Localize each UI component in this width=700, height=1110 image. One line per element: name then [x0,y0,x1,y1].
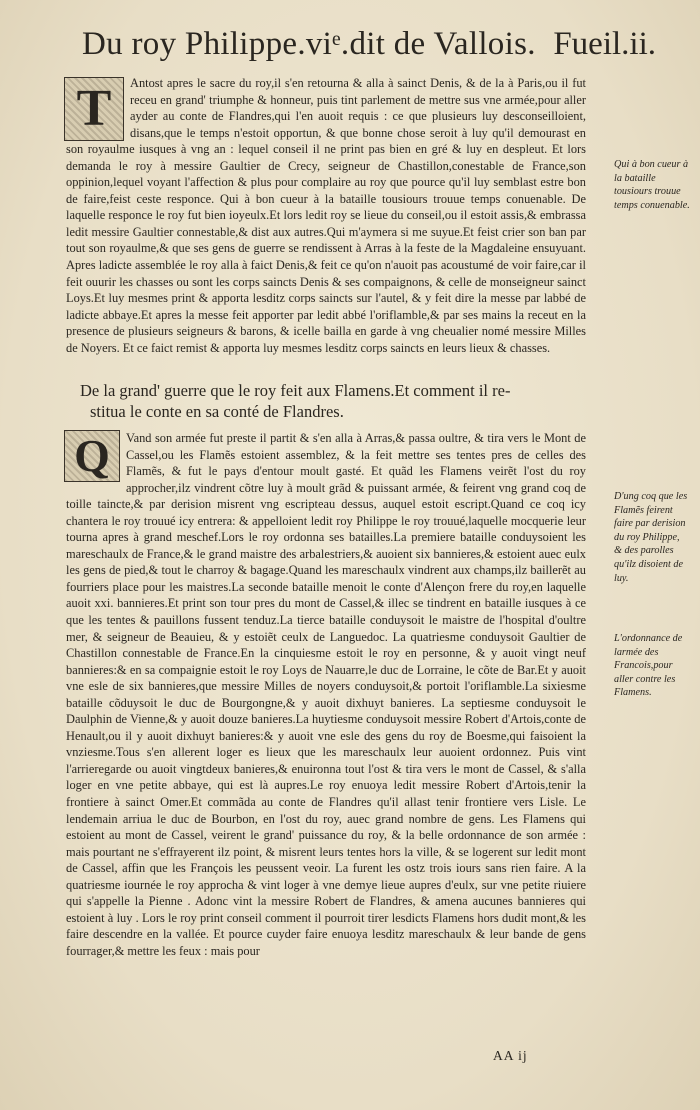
margin-note-bataille: Qui à bon cueur à la bataille tousiours trouue temps conuenable. [614,159,690,211]
paragraph-text: Antost apres le sacre du roy,il s'en retourna & alla à sainct Denis, & de la à Paris,ou il fut receu en grand' triumphe & honneur, puis tint parlement de mettre sus vne armée,pour aller ayder au conte de Flandres,qui l'en auoit requis : ce que plusieurs luy desconseilloient, disans,que le temps n'estoit opportun, & que bonne chose seroit à luy qu'il demourast en son royaulme iusques à vng an : lequel conseil il ne print pas bien en gré & luy en despleut. Et lors demanda le roy à messire Gaultier de Crecy, seigneur de Chastillon,conestable de France,son oppinion,lequel voyant l'affection & plus pour complaire au roy que pource qu'il luy semblast estre bon de faire,feist ceste responce. Qui à bon cueur à la bataille tousiours trouue temps conuenable. De laquelle responce le roy fut bien ioyeulx.Et lors ledit roy se lieue du conseil,ou il estoit assis,& embrassa ledit messire Gaultier connestable,& dist aux autres.Qui m'aymera si me suyue.Et feist crier son ban par tout son royaulme,& que ses gens de guerre se rendissent à Arras à la feste de la Magdaleine ensuyuant. Apres ladicte assemblée le roy alla à faict Denis,& feit ce qu'on n'auoit pas acoustumé de voir faire,car il feit ouurir les chasses ou sont les corps saincts Denis & ses compaignons, & celle de monseigneur sainct Loys.Et luy mesmes print & apporta lesditz corps saincts sur l'autel, & y feit dire la messe par labbé de ladicte abbaye.Et apres la messe feit apporter par ledit abbé l'oriflamble,& par ses mains la receut en la presence de plusieurs seigneurs & barons, & icelle bailla en garde à vng cheualier nomé messire Milles de Noyers. Et ce faict remist & apporta luy mesmes lesditz corps saincts en leurs lieux & chasses. [66,76,586,355]
section-heading-line-2: stitua le conte en sa conté de Flandres. [90,402,344,421]
page-header [0,22,700,78]
decorated-initial-q: Q [64,430,120,482]
running-title: Du roy Philippe.viᵉ.dit de Vallois. [82,26,536,62]
paragraph-war-flemings [66,430,586,960]
paragraph-coronation [66,75,586,356]
signature-mark: AA ij [493,1048,528,1063]
section-heading [80,380,540,422]
folio-number: Fueil.ii. [553,26,656,62]
margin-note-ordonnance: L'ordonnance de larmée des Francois,pour aller contre les Flamens. [614,633,683,699]
decorated-initial-t: T [64,77,124,141]
section-heading-line-1: De la grand' guerre que le roy feit aux Flamens.Et comment il re- [80,381,511,400]
paragraph-text: Vand son armée fut preste il partit & s'en alla à Arras,& passa oultre, & tira vers le Mont de Cassel,ou les Flamẽs estoient assemblez, & la feit mettre ses tentes pres de celles des Flamẽs, & fut le pays d'entour moult gasté. Et quãd les Flamens veirẽt l'ost du roy approcher,ilz vindrent cõtre luy à moult grãd & puissant armée, & feirent vng grand coq de toille taincte,& par derision misrent vng escripteau dessus, auquel estoit escript.Quand ce coq icy chantera le roy trouué icy entrera: & appelloient ledit roy Philippe le roy trouué,laquelle mocquerie leur tourna apres à grand meschef.Lors le roy ordonna ses batailles.La premiere bataille conduysoient les mareschaulx de France,& le grand maistre des arbalestriers,& auoient six bannieres,& estoient auec eulx les gens de pied,& tout le charroy & bagage.Quand les mareschaulx vindrent aux champs,ilz baillerẽt au fourriers place pour les maistres.La seconde bataille menoit le conte d'Alençon frere du roy,en laquelle auoit xxi. bannieres.Et print son tour pres du mont de Cassel,& illec se tindrent en bataille iusques à ce que les tentes & pauillons fussent tenduz.La tierce bataille conduysoit le maistre de l'hospital d'oultre mer, & seigneur de Beauieu, & y estoiẽt ceulx de Languedoc. La quatriesme conduysoit Gaultier de Chastillon connestable de France.En la cinquiesme estoit le roy en personne, & y auoit vingt neuf bannieres:& en sa compaignie estoit le roy Loys de Nauarre,le duc de Lorraine, le cõte de Bar.Et y auoit vne esle de six bannieres,que messire Milles de noyers conduysoit,& portoit l'oriflamble.La sixiesme bataille cõduysoit le duc de Bourgongne,& y auoit dixhuyt banieres. La septiesme conduysoit le Daulphin de Vienne,& y auoit douze banieres.La huytiesme conduysoit messire Robert d'Artois,conte de Henault,ou il y auoit dixhuyt banieres:& y auoit vne esle des gens du roy de Boesme,qui faisoient la vnziesme.Tous s'en allerent loger es lieux que les mareschaulx leur auoient ordonnez. Puis vint l'arrieregarde ou auoit vingtdeux banieres,& enuironna tout l'ost & tira vers le mont de Cassel, & s'alla loger en vne petite abbaye, qui est là aupres.Le roy enuoya ledit messire Robert d'Artois,tenir la frontiere à sainct Omer.Et commãda au conte de Flandres qu'il allast tenir frontiere vers Lisle. Le lendemain arriua le duc de Bourbon, en l'ost du roy, auec grand nombre de gens. Les Flamens qui estoient au mont de Cassel, veirent le grand' puissance du roy, & la belle ordonnance de son armée : mais pourtant ne s'effrayerent ilz point, & misrent leurs tentes hors la ville, & se logerent sur ledit mont de Cassel, affin que les François les peussent veoir. La furent les ostz trois iours sans rien faire. A la quatriesme iournée le roy approcha & vint loger à vne demye lieue aupres d'eulx, sur vne petite riuiere qui s'appelle la Pienne . Adonc vint la messire Robert de Flandres, & amena aucunes bannieres qui estoient à luy . Lors le roy print conseil comment il pourroit tirer lesdicts Flamens hors dudit mont,& les faire descendre en la vallée. Et pource cuyder faire enuoya lesditz mareschaulx & leur bande de gens fourrager,& mettre les feux : mais pour [66,431,586,958]
margin-note-coq: D'ung coq que les Flamẽs feirent faire par derision du roy Philippe, & des parolles qu'ilz disoient de luy. [614,491,688,584]
